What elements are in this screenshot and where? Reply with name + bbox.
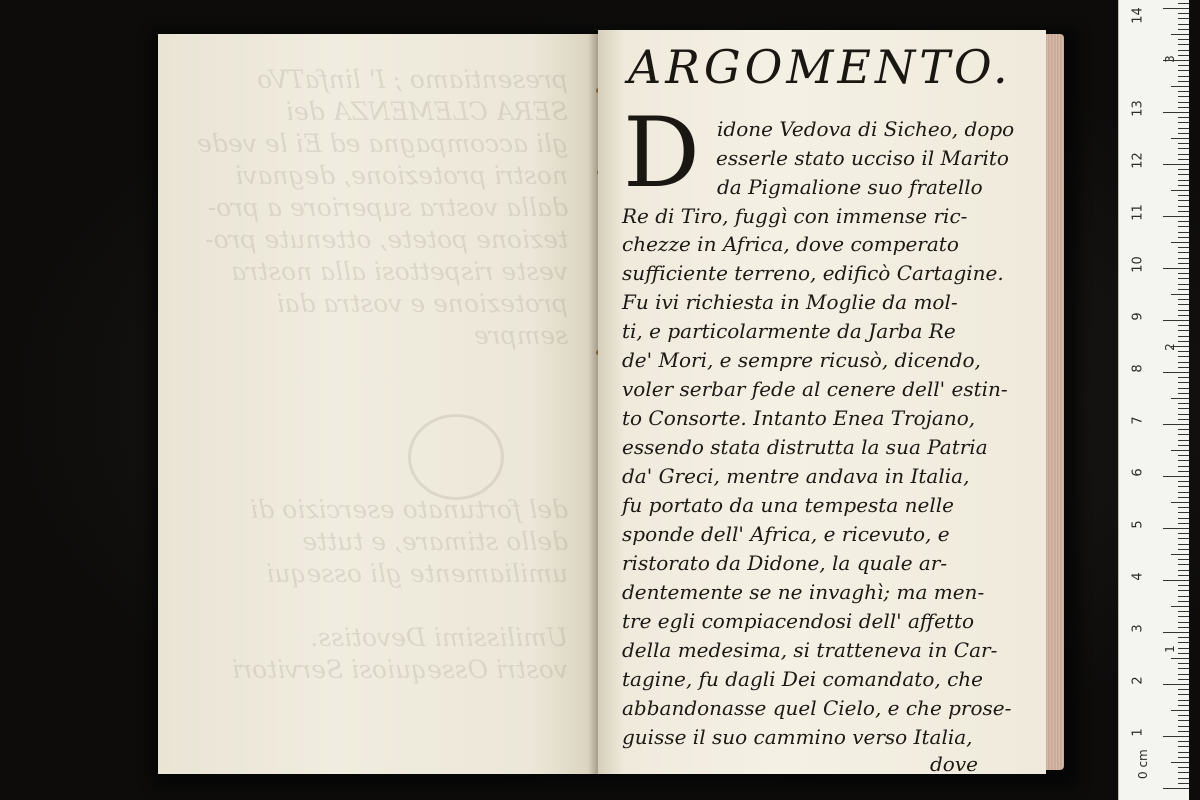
ruler-tick [1178, 627, 1189, 628]
show-through-seal [408, 414, 504, 500]
ruler-tick [1171, 450, 1189, 451]
ruler-tick [1178, 206, 1189, 207]
left-page [158, 34, 598, 774]
ruler-label: 6 [1130, 468, 1146, 477]
ruler-tick [1178, 226, 1189, 227]
ruler-tick [1178, 414, 1189, 415]
ruler-tick [1178, 642, 1189, 643]
ruler-label: 2 [1130, 676, 1146, 685]
ruler-tick [1178, 159, 1189, 160]
ruler-tick [1178, 460, 1189, 461]
ruler-tick [1178, 637, 1189, 638]
ruler-label: 5 [1130, 520, 1146, 529]
ruler-tick [1178, 44, 1189, 45]
ruler-tick [1178, 440, 1189, 441]
ruler-tick [1178, 315, 1189, 316]
ruler-tick [1178, 611, 1189, 612]
ruler-tick [1178, 689, 1189, 690]
ruler-tick [1178, 570, 1189, 571]
text-line: voler serbar fede al cenere dell' estin- [622, 377, 1008, 401]
ruler-label: 3 [1130, 624, 1146, 633]
ruler-label: 7 [1130, 416, 1146, 425]
ruler-tick [1178, 471, 1189, 472]
text-line: fu portato da una tempesta nelle [622, 493, 954, 517]
ruler-tick [1178, 325, 1189, 326]
ruler-tick [1178, 278, 1189, 279]
ruler-tick [1178, 549, 1189, 550]
ruler-tick [1178, 720, 1189, 721]
ruler-tick [1178, 601, 1189, 602]
text-line: essendo stata distrutta la sua Patria [622, 435, 988, 459]
ruler-tick [1178, 585, 1189, 586]
ruler-tick [1178, 726, 1189, 727]
ruler-tick [1178, 154, 1189, 155]
ruler-tick [1178, 512, 1189, 513]
ruler-tick [1178, 544, 1189, 545]
ruler-tick [1178, 24, 1189, 25]
ruler-tick [1163, 320, 1189, 321]
show-through-text: presentiamo ; I' linfaTVo SERA CLEMENZA dei gli accompagna ed Ei le vede nostri protezione, degnavi dalla vostra superiore a pro- tezione potete, ottenute pro- veste rispettosi alla nostra protezione e vostra dai sempre del fortunato esercizio di dello stimare, e tutte umiliamente gli ossequi Umilissimi Devotiss. vostri Ossequiosi Servitori [197, 65, 568, 684]
ruler-tick [1178, 668, 1189, 669]
ruler-tick [1178, 590, 1189, 591]
text-line: ristorato da Didone, la quale ar- [622, 551, 948, 575]
ruler-tick [1178, 559, 1189, 560]
ruler-tick [1163, 528, 1189, 529]
ruler-tick [1178, 653, 1189, 654]
ruler-tick [1171, 86, 1189, 87]
ruler-tick [1178, 330, 1189, 331]
ruler-tick [1178, 174, 1189, 175]
ruler-tick [1178, 741, 1189, 742]
ruler-tick [1178, 767, 1189, 768]
ruler-tick [1178, 247, 1189, 248]
ruler-tick [1178, 419, 1189, 420]
ruler-tick [1178, 310, 1189, 311]
page-heading: ARGOMENTO. [628, 40, 1012, 94]
ruler-tick [1178, 705, 1189, 706]
ruler-tick [1178, 81, 1189, 82]
text-line: guisse il suo cammino verso Italia, [622, 725, 973, 749]
ruler-tick [1178, 185, 1189, 186]
ruler-label: 0 cm [1136, 749, 1150, 779]
ruler-tick [1163, 580, 1189, 581]
ruler-tick [1178, 616, 1189, 617]
ruler-tick [1178, 731, 1189, 732]
ruler-tick [1178, 237, 1189, 238]
ruler-tick [1178, 289, 1189, 290]
ruler-label: 13 [1130, 100, 1146, 117]
ruler-tick [1178, 252, 1189, 253]
ruler-tick [1178, 429, 1189, 430]
ruler-inch-label: 1 [1163, 645, 1177, 653]
text-line: della medesima, si tratteneva in Car- [622, 638, 998, 662]
ruler-tick [1178, 117, 1189, 118]
text-line: chezze in Africa, dove comperato [622, 232, 959, 256]
ruler-tick [1171, 606, 1189, 607]
ruler-label: 11 [1130, 204, 1146, 221]
ruler-inch-label: 2 [1163, 343, 1177, 351]
ruler-tick [1178, 575, 1189, 576]
ruler-tick [1178, 507, 1189, 508]
ruler-tick [1178, 492, 1189, 493]
ruler-tick [1171, 294, 1189, 295]
text-line: da' Greci, mentre andava in Italia, [622, 464, 970, 488]
ruler-tick [1178, 648, 1189, 649]
text-line: ti, e particolarmente da Jarba Re [622, 319, 956, 343]
ruler-tick [1178, 3, 1189, 4]
catchword: dove [930, 752, 978, 776]
ruler-tick [1178, 700, 1189, 701]
ruler-tick [1163, 736, 1189, 737]
ruler-tick [1163, 684, 1189, 685]
ruler-tick [1171, 398, 1189, 399]
ruler-tick [1178, 564, 1189, 565]
ruler-tick [1178, 169, 1189, 170]
ruler-tick [1178, 757, 1189, 758]
ruler-tick [1178, 393, 1189, 394]
ruler-tick [1178, 258, 1189, 259]
ruler-label: 8 [1130, 364, 1146, 373]
ruler-tick [1163, 268, 1189, 269]
ruler-tick [1178, 299, 1189, 300]
ruler-tick [1178, 107, 1189, 108]
ruler-tick [1178, 663, 1189, 664]
ruler-tick [1178, 284, 1189, 285]
ruler-tick [1178, 195, 1189, 196]
text-line: Fu ivi richiesta in Moglie da mol- [622, 290, 958, 314]
ruler-tick [1178, 497, 1189, 498]
ruler-tick [1178, 481, 1189, 482]
text-line: abbandonasse quel Cielo, e che prose- [622, 696, 1012, 720]
ruler-tick [1163, 8, 1189, 9]
ruler-tick [1171, 138, 1189, 139]
ruler-tick [1178, 772, 1189, 773]
text-line: esserle stato ucciso il Marito [716, 146, 1009, 170]
ruler-tick [1178, 694, 1189, 695]
ruler-tick [1178, 180, 1189, 181]
text-line: sufficiente terreno, edificò Cartagine. [622, 261, 1004, 285]
ruler-tick [1171, 710, 1189, 711]
ruler-tick [1171, 762, 1189, 763]
text-line: da Pigmalione suo fratello [717, 175, 983, 199]
ruler-tick [1178, 403, 1189, 404]
ruler-tick [1178, 679, 1189, 680]
ruler-tick [1178, 778, 1189, 779]
ruler-tick [1178, 382, 1189, 383]
text-line: de' Mori, e sempre ricusò, dicendo, [622, 348, 981, 372]
ruler-tick [1178, 523, 1189, 524]
ruler-tick [1178, 356, 1189, 357]
ruler-tick [1178, 13, 1189, 14]
ruler-tick [1178, 746, 1189, 747]
ruler-tick [1178, 76, 1189, 77]
ruler-label: 4 [1130, 572, 1146, 581]
ruler-tick [1178, 752, 1189, 753]
ruler-tick [1178, 518, 1189, 519]
page-edges [1046, 34, 1064, 770]
ruler-tick [1178, 408, 1189, 409]
text-line: dentemente se ne invaghì; ma men- [622, 580, 985, 604]
ruler-tick [1171, 34, 1189, 35]
ruler-tick [1178, 341, 1189, 342]
ruler-tick [1178, 533, 1189, 534]
ruler-label: 14 [1130, 7, 1146, 24]
ruler-tick [1178, 367, 1189, 368]
ruler-tick [1178, 362, 1189, 363]
ruler-tick [1178, 377, 1189, 378]
ruler-tick [1178, 29, 1189, 30]
text-line: Re di Tiro, fuggì con immense ric- [622, 204, 968, 228]
ruler-tick [1178, 455, 1189, 456]
ruler-tick [1178, 50, 1189, 51]
ruler-tick [1178, 65, 1189, 66]
text-line: sponde dell' Africa, e ricevuto, e [622, 522, 950, 546]
ruler-label: 1 [1130, 728, 1146, 737]
ruler-tick [1178, 200, 1189, 201]
ruler-tick [1178, 445, 1189, 446]
ruler-tick [1178, 674, 1189, 675]
ruler-tick [1178, 148, 1189, 149]
ruler-tick [1171, 190, 1189, 191]
ruler-tick [1163, 216, 1189, 217]
ruler-label: 12 [1130, 152, 1146, 169]
ruler-tick [1171, 242, 1189, 243]
ruler-tick [1178, 538, 1189, 539]
ruler-tick [1178, 466, 1189, 467]
ruler-tick [1163, 788, 1189, 789]
ruler-tick [1163, 632, 1189, 633]
text-line: tagine, fu dagli Dei comandato, che [622, 667, 983, 691]
ruler-tick [1163, 112, 1189, 113]
measuring-ruler [1118, 0, 1189, 800]
ruler-tick [1178, 18, 1189, 19]
text-line: idone Vedova di Sicheo, dopo [717, 117, 1015, 141]
ruler-tick [1178, 434, 1189, 435]
text-line: tre egli compiacendosi dell' affetto [622, 609, 975, 633]
ruler-tick [1178, 143, 1189, 144]
ruler-tick [1178, 622, 1189, 623]
ruler-tick [1178, 102, 1189, 103]
ruler-tick [1178, 783, 1189, 784]
ruler-tick [1163, 424, 1189, 425]
ruler-tick [1178, 388, 1189, 389]
ruler-tick [1163, 372, 1189, 373]
ruler-tick [1178, 715, 1189, 716]
ruler-tick [1178, 232, 1189, 233]
ruler-label: 9 [1130, 312, 1146, 321]
ruler-tick [1178, 96, 1189, 97]
drop-cap: D [623, 97, 700, 209]
ruler-tick [1178, 122, 1189, 123]
ruler-tick [1178, 70, 1189, 71]
ruler-tick [1178, 55, 1189, 56]
ruler-tick [1178, 211, 1189, 212]
ruler-tick [1178, 128, 1189, 129]
ruler-tick [1178, 596, 1189, 597]
text-line: to Consorte. Intanto Enea Trojano, [622, 406, 976, 430]
ruler-tick [1178, 133, 1189, 134]
ruler-tick [1178, 221, 1189, 222]
ruler-tick [1178, 39, 1189, 40]
ruler-tick [1178, 273, 1189, 274]
ruler-tick [1178, 263, 1189, 264]
ruler-label: 10 [1130, 256, 1146, 273]
ruler-tick [1163, 476, 1189, 477]
ruler-tick [1171, 502, 1189, 503]
ruler-tick [1178, 304, 1189, 305]
ruler-tick [1163, 164, 1189, 165]
ruler-tick [1178, 486, 1189, 487]
ruler-inch-label: 3 [1163, 55, 1177, 63]
ruler-tick [1178, 91, 1189, 92]
ruler-tick [1171, 554, 1189, 555]
ruler-tick [1178, 351, 1189, 352]
ruler-tick [1178, 336, 1189, 337]
